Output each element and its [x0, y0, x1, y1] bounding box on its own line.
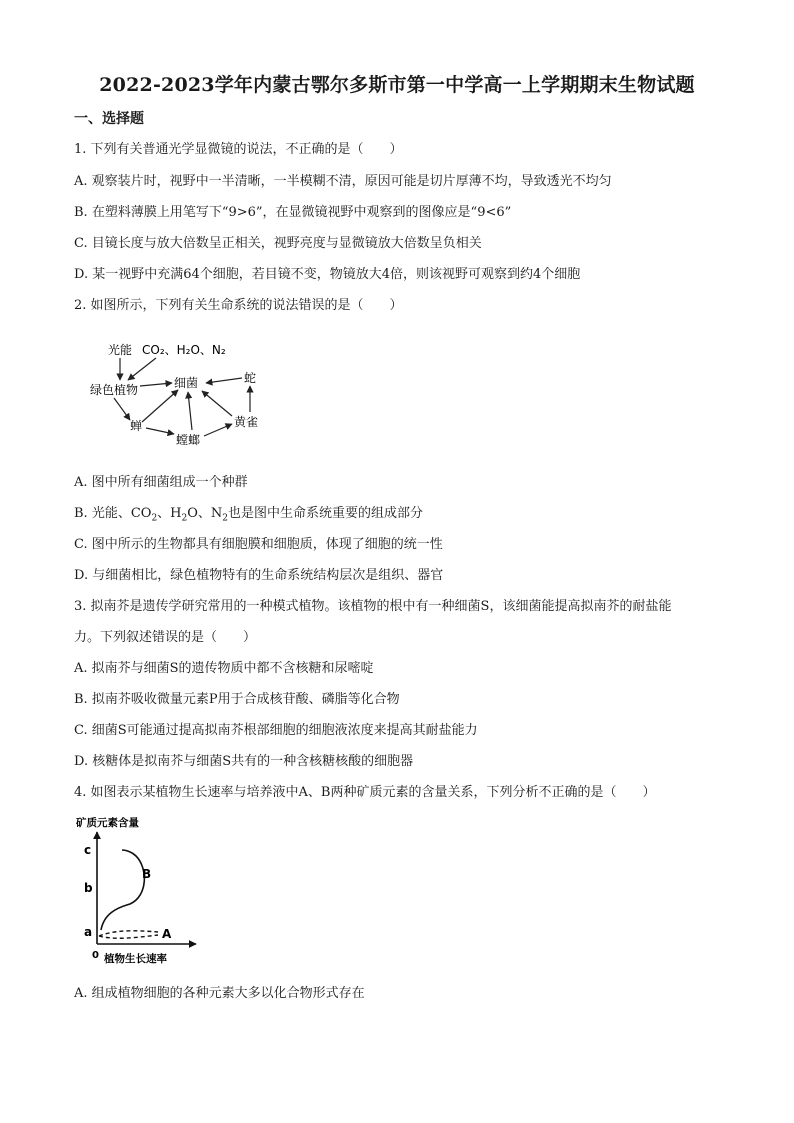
diagram-light: 光能: [108, 343, 133, 357]
ecosystem-diagram: [82, 334, 282, 452]
diagram-oriole: 黄雀: [234, 415, 259, 429]
curve-b: [101, 850, 144, 930]
graph-tick-a: a: [84, 925, 93, 939]
q2-b-text-1: B. 光能、CO: [74, 506, 152, 521]
q2-b-text-2: 、H: [157, 506, 182, 521]
q2-b-sub-2: 2: [181, 513, 188, 524]
diagram-snake: 蛇: [244, 371, 257, 385]
q3-option-c: C. 细菌S可能通过提高拟南芥根部细胞的细胞液浓度来提高其耐盐能力: [74, 723, 478, 738]
diagram-plant: 绿色植物: [90, 383, 139, 397]
diagram-cicada: 蝉: [130, 419, 143, 433]
growth-graph: [74, 812, 204, 964]
q3-option-a: A. 拟南芥与细菌S的遗传物质中都不含核糖和尿嘧啶: [74, 661, 374, 676]
curve-a-lower: [99, 935, 158, 938]
section-heading: 一、选择题: [74, 111, 144, 127]
graph-tick-c: c: [84, 843, 92, 857]
q2-option-b: [74, 505, 423, 528]
diagram-bacteria: 细菌: [174, 376, 199, 390]
q1-option-a: A. 观察装片时，视野中一半清晰，一半模糊不清，原因可能是切片厚薄不均，导致透光不均匀: [74, 174, 612, 189]
q2-b-sub-1: 2: [151, 513, 158, 524]
curve-a-upper: [99, 931, 158, 936]
page-title: 2022-2023学年内蒙古鄂尔多斯市第一中学高一上学期期末生物试题: [99, 74, 695, 96]
q1-option-c: C. 目镜长度与放大倍数呈正相关，视野亮度与显微镜放大倍数呈负相关: [74, 236, 482, 251]
q2-b-text-4: 也是图中生命系统重要的组成部分: [228, 506, 424, 521]
q2-option-c: C. 图中所示的生物都具有细胞膜和细胞质，体现了细胞的统一性: [74, 537, 443, 552]
graph-label-a: A: [162, 927, 172, 941]
graph-xlabel: 植物生长速率: [104, 953, 167, 964]
q4-stem: 4. 如图表示某植物生长速率与培养液中A、B两种矿质元素的含量关系，下列分析不正确的是（ ）: [74, 785, 656, 800]
q2-option-a: A. 图中所有细菌组成一个种群: [74, 475, 248, 490]
graph-tick-b: b: [84, 881, 93, 895]
q3-stem-line2: 力。下列叙述错误的是（ ）: [74, 630, 257, 645]
q2-option-d: D. 与细菌相比，绿色植物特有的生命系统结构层次是组织、器官: [74, 568, 444, 583]
q1-option-d: D. 某一视野中充满64个细胞，若目镜不变，物镜放大4倍，则该视野可观察到约4个细胞: [74, 267, 581, 282]
q4-option-a: A. 组成植物细胞的各种元素大多以化合物形式存在: [74, 986, 365, 1001]
graph-ylabel: 矿质元素含量: [76, 817, 139, 829]
q2-b-text-3: O、N: [187, 506, 223, 521]
graph-label-b: B: [142, 867, 152, 881]
q2-b-sub-3: 2: [222, 513, 229, 524]
graph-origin: 0: [92, 950, 99, 961]
q3-stem-line1: 3. 拟南芥是遗传学研究常用的一种模式植物。该植物的根中有一种细菌S，该细菌能提高拟南芥的耐盐能: [74, 599, 672, 614]
diagram-gases: CO₂、H₂O、N₂: [142, 343, 226, 357]
q3-option-b: B. 拟南芥吸收微量元素P用于合成核苷酸、磷脂等化合物: [74, 692, 400, 707]
q2-stem: 2. 如图所示，下列有关生命系统的说法错误的是（ ）: [74, 298, 403, 313]
q1-option-b: B. 在塑料薄膜上用笔写下“9>6”，在显微镜视野中观察到的图像应是“9<6”: [74, 205, 512, 220]
q1-stem: 1. 下列有关普通光学显微镜的说法，不正确的是（ ）: [74, 142, 403, 157]
diagram-mantis: 螳螂: [176, 433, 201, 447]
q3-option-d: D. 核糖体是拟南芥与细菌S共有的一种含核糖核酸的细胞器: [74, 754, 414, 769]
